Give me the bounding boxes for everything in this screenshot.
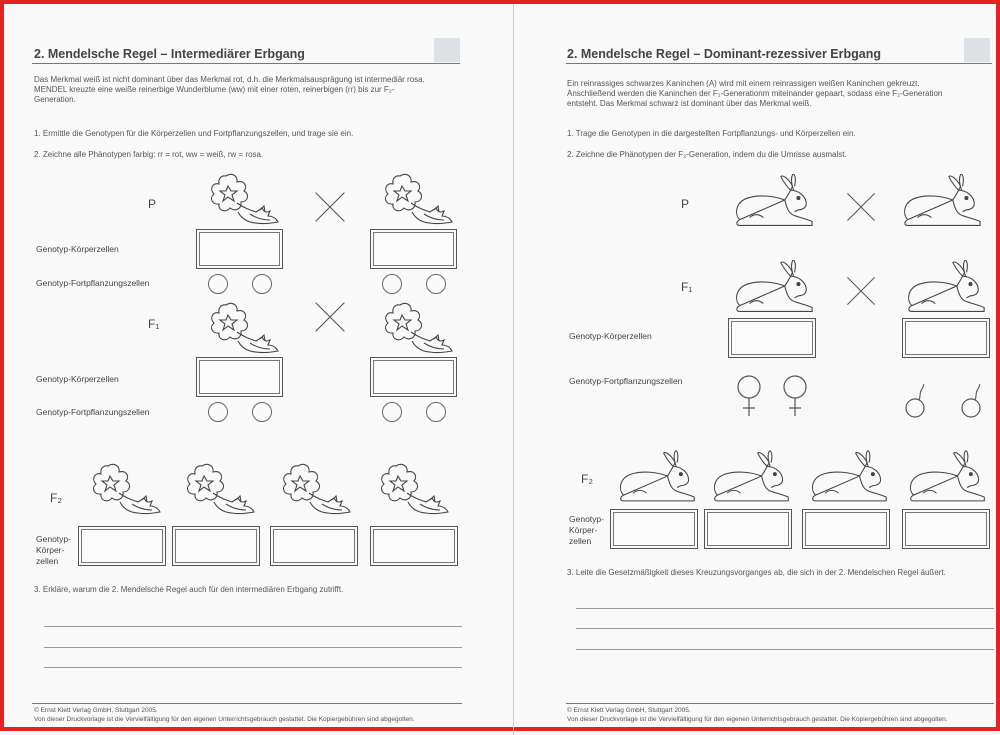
cross-icon (312, 189, 348, 225)
genotype-box[interactable] (370, 357, 457, 397)
generation-f1-label: F₁ (148, 317, 160, 331)
rabbit-icon (806, 450, 892, 504)
page-dominant-rezessiv (514, 4, 1000, 735)
genotype-box[interactable] (270, 526, 358, 566)
flower-icon (374, 462, 454, 516)
intro-line-3: entsteht. Das Merkmal schwarz ist dominant über das Merkmal weiß. (567, 99, 812, 108)
label-genotyp-koerperzellen: Genotyp-Körperzellen (36, 244, 119, 254)
genotype-box[interactable] (196, 229, 283, 269)
task-3: 3. Leite die Gesetzmäßigkeit dieses Kreuzungsvorganges ab, die sich in der 2. Mendelschen Regel äußert. (567, 568, 946, 577)
intro-line-1: Ein reinrassiges schwarzes Kaninchen (A) wird mit einem reinrassigen weißen Kaninchen gekreuzt. (567, 79, 920, 88)
label-genotyp-fortpflanzungszellen: Genotyp-Fortpflanzungszellen (569, 376, 683, 386)
genotype-box[interactable] (610, 509, 698, 549)
label-genotyp-fortpflanzungszellen: Genotyp-Fortpflanzungszellen (36, 407, 150, 417)
task-2: 2. Zeichne alle Phänotypen farbig: rr = rot, ww = weiß, rw = rosa. (34, 150, 264, 159)
title-rule (566, 63, 992, 64)
genotype-box[interactable] (728, 318, 816, 358)
task-1: 1. Ermittle die Genotypen für die Körperzellen und Fortpflanzungszellen, und trage sie ein. (34, 129, 354, 138)
label-f2-koerper: Körper- (36, 545, 65, 555)
gamete-circle[interactable] (382, 274, 402, 294)
label-f2-zellen: zellen (569, 536, 592, 546)
label-f2-genotyp: Genotyp- (36, 534, 71, 544)
rabbit-icon (730, 260, 818, 314)
cross-icon (312, 299, 348, 335)
flower-icon (378, 301, 458, 355)
flower-icon (204, 301, 284, 355)
genotype-box[interactable] (704, 509, 792, 549)
task-3: 3. Erkläre, warum die 2. Mendelsche Regel auch für den intermediären Erbgang zutrifft. (34, 585, 344, 594)
egg-cell-icon[interactable] (780, 374, 810, 418)
genotype-box[interactable] (370, 229, 457, 269)
rabbit-icon (902, 260, 990, 314)
gamete-circle[interactable] (252, 274, 272, 294)
flower-icon (204, 172, 284, 226)
sperm-cell-icon[interactable] (960, 384, 986, 420)
label-genotyp-koerperzellen: Genotyp-Körperzellen (36, 374, 119, 384)
intro-line-2: Anschließend werden die Kaninchen der F₁-Generationm miteinander gepaart, sodass eine F₂-Generation (567, 89, 943, 98)
flower-icon (180, 462, 260, 516)
gamete-circle[interactable] (426, 274, 446, 294)
egg-cell-icon[interactable] (734, 374, 764, 418)
genotype-box[interactable] (172, 526, 260, 566)
title-rule (32, 63, 460, 64)
genotype-box[interactable] (370, 526, 458, 566)
page-title: 2. Mendelsche Regel – Dominant-rezessiver Erbgang (567, 47, 881, 61)
label-genotyp-fortpflanzungszellen: Genotyp-Fortpflanzungszellen (36, 278, 150, 288)
genotype-box[interactable] (902, 509, 990, 549)
genotype-box[interactable] (802, 509, 890, 549)
gamete-circle[interactable] (208, 274, 228, 294)
answer-line[interactable] (576, 649, 994, 650)
footer-license: Von dieser Druckvorlage ist die Vervielfältigung für den eigenen Unterrichtsgebrauch gestattet. Die Kopiergebühren sind abgegolten. (567, 716, 948, 723)
task-2: 2. Zeichne die Phänotypen der F₂-Generation, indem du die Umrisse ausmalst. (567, 150, 847, 159)
page-intermediaer (4, 4, 513, 735)
cross-icon (844, 190, 878, 224)
genotype-box[interactable] (902, 318, 990, 358)
answer-line[interactable] (44, 667, 462, 668)
genotype-box[interactable] (196, 357, 283, 397)
genotype-box[interactable] (78, 526, 166, 566)
answer-line[interactable] (44, 626, 462, 627)
generation-p-label: P (148, 197, 157, 211)
answer-line[interactable] (576, 608, 994, 609)
intro-line-1: Das Merkmal weiß ist nicht dominant über das Merkmal rot, d.h. die Merkmalsausprägung ist intermediär rosa. (34, 75, 425, 84)
flower-icon (276, 462, 356, 516)
footer-copyright: © Ernst Klett Verlag GmbH, Stuttgart 2005. (34, 707, 158, 714)
label-f2-genotyp: Genotyp- (569, 514, 604, 524)
task-1: 1. Trage die Genotypen in die dargestellten Fortpflanzungs- und Körperzellen ein. (567, 129, 856, 138)
page-title: 2. Mendelsche Regel – Intermediärer Erbgang (34, 47, 305, 61)
generation-f1-label: F₁ (681, 280, 693, 294)
gamete-circle[interactable] (426, 402, 446, 422)
gamete-circle[interactable] (382, 402, 402, 422)
intro-line-2: MENDEL kreuzte eine weiße reinerbige Wunderblume (ww) mit einer roten, reinerbigen (rr) bis zur F₂- (34, 85, 395, 94)
intro-line-3: Generation. (34, 95, 76, 104)
label-f2-zellen: zellen (36, 556, 59, 566)
cross-icon (844, 274, 878, 308)
corner-mark (964, 38, 990, 62)
generation-f2-label: F₂ (581, 472, 593, 486)
label-genotyp-koerperzellen: Genotyp-Körperzellen (569, 331, 652, 341)
label-f2-koerper: Körper- (569, 525, 598, 535)
rabbit-icon (708, 450, 794, 504)
generation-f2-label: F₂ (50, 491, 62, 505)
footer-copyright: © Ernst Klett Verlag GmbH, Stuttgart 2005. (567, 707, 691, 714)
flower-icon (86, 462, 166, 516)
footer-rule (566, 703, 994, 704)
corner-mark (434, 38, 460, 62)
rabbit-icon (730, 174, 818, 228)
gamete-circle[interactable] (208, 402, 228, 422)
gamete-circle[interactable] (252, 402, 272, 422)
generation-p-label: P (681, 197, 690, 211)
answer-line[interactable] (44, 647, 462, 648)
rabbit-icon (904, 450, 990, 504)
rabbit-icon (898, 174, 986, 228)
rabbit-icon (614, 450, 700, 504)
answer-line[interactable] (576, 628, 994, 629)
footer-license: Von dieser Druckvorlage ist die Vervielfältigung für den eigenen Unterrichtsgebrauch gestattet. Die Kopiergebühren sind abgegolten. (34, 716, 415, 723)
footer-rule (32, 703, 462, 704)
flower-icon (378, 172, 458, 226)
sperm-cell-icon[interactable] (904, 384, 930, 420)
